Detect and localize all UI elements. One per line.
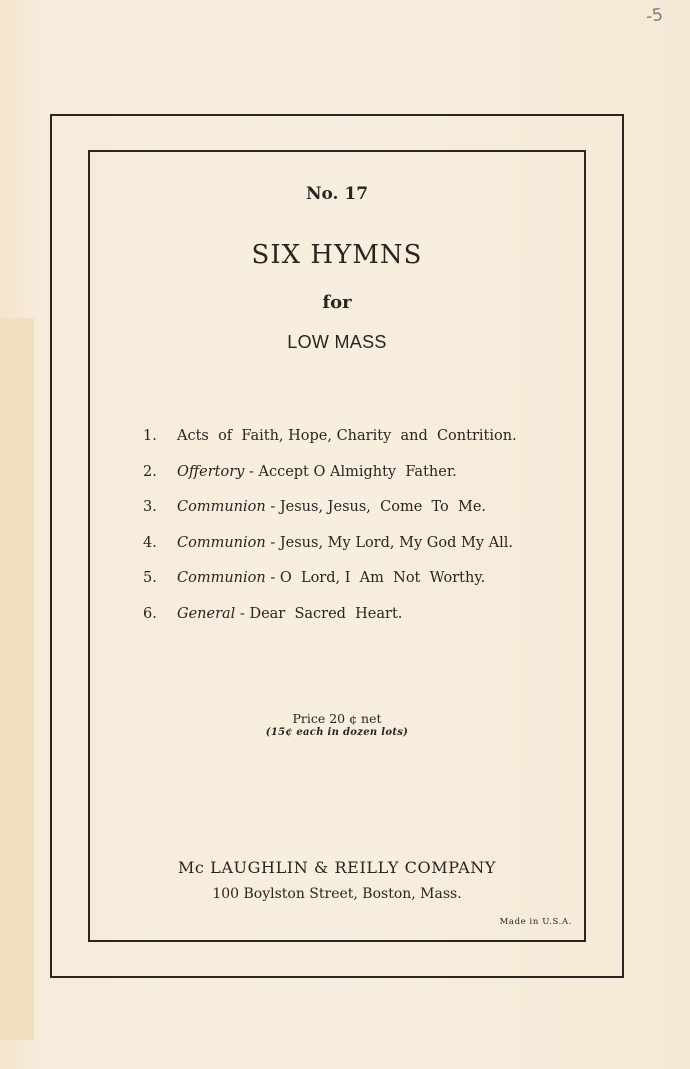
paper-edge-strip xyxy=(0,318,34,1040)
list-item xyxy=(143,570,573,606)
hymn-separator: - xyxy=(265,534,280,551)
hymn-separator: - xyxy=(265,499,280,515)
made-in-label: Made in U.S.A. xyxy=(499,917,572,927)
page-subtitle: LOW MASS xyxy=(287,332,387,352)
list-item xyxy=(143,606,573,642)
hymn-part: Communion xyxy=(177,499,266,515)
pencil-mark: -5 xyxy=(644,4,665,28)
hymn-title: Accept O Almighty Father. xyxy=(258,463,457,480)
hymn-number: 3. xyxy=(143,499,157,515)
price-note: (15¢ each in dozen lots) xyxy=(265,727,409,738)
series-number: No. 17 xyxy=(305,184,369,204)
hymn-list xyxy=(143,428,573,641)
hymn-part: General xyxy=(177,605,236,622)
hymn-number: 4. xyxy=(143,534,157,551)
list-item xyxy=(143,499,573,535)
publisher-name: Mc LAUGHLIN & REILLY COMPANY xyxy=(177,858,497,877)
list-item xyxy=(143,464,573,500)
hymn-separator: - xyxy=(235,605,250,622)
hymn-separator: - xyxy=(265,570,280,586)
hymn-part: Communion xyxy=(177,534,266,551)
list-item xyxy=(143,535,573,571)
hymn-separator: - xyxy=(244,463,259,480)
hymn-number: 1. xyxy=(143,428,157,444)
hymn-title: Jesus, My Lord, My God My All. xyxy=(279,534,513,551)
hymn-title: Dear Sacred Heart. xyxy=(249,605,403,622)
hymn-part: Communion xyxy=(177,570,266,586)
price-line: Price 20 ¢ net xyxy=(292,711,382,726)
hymn-part: Offertory xyxy=(177,463,245,480)
hymn-title: Acts of Faith, Hope, Charity and Contrition. xyxy=(177,428,517,444)
title-connector: for xyxy=(322,292,352,313)
hymn-title: O Lord, I Am Not Worthy. xyxy=(279,570,486,586)
hymn-number: 5. xyxy=(143,570,157,586)
list-item xyxy=(143,428,573,464)
hymn-number: 2. xyxy=(143,463,157,480)
publisher-address: 100 Boylston Street, Boston, Mass. xyxy=(212,886,462,902)
hymn-title: Jesus, Jesus, Come To Me. xyxy=(279,499,487,515)
hymn-number: 6. xyxy=(143,605,157,622)
page-title: SIX HYMNS xyxy=(251,240,423,270)
